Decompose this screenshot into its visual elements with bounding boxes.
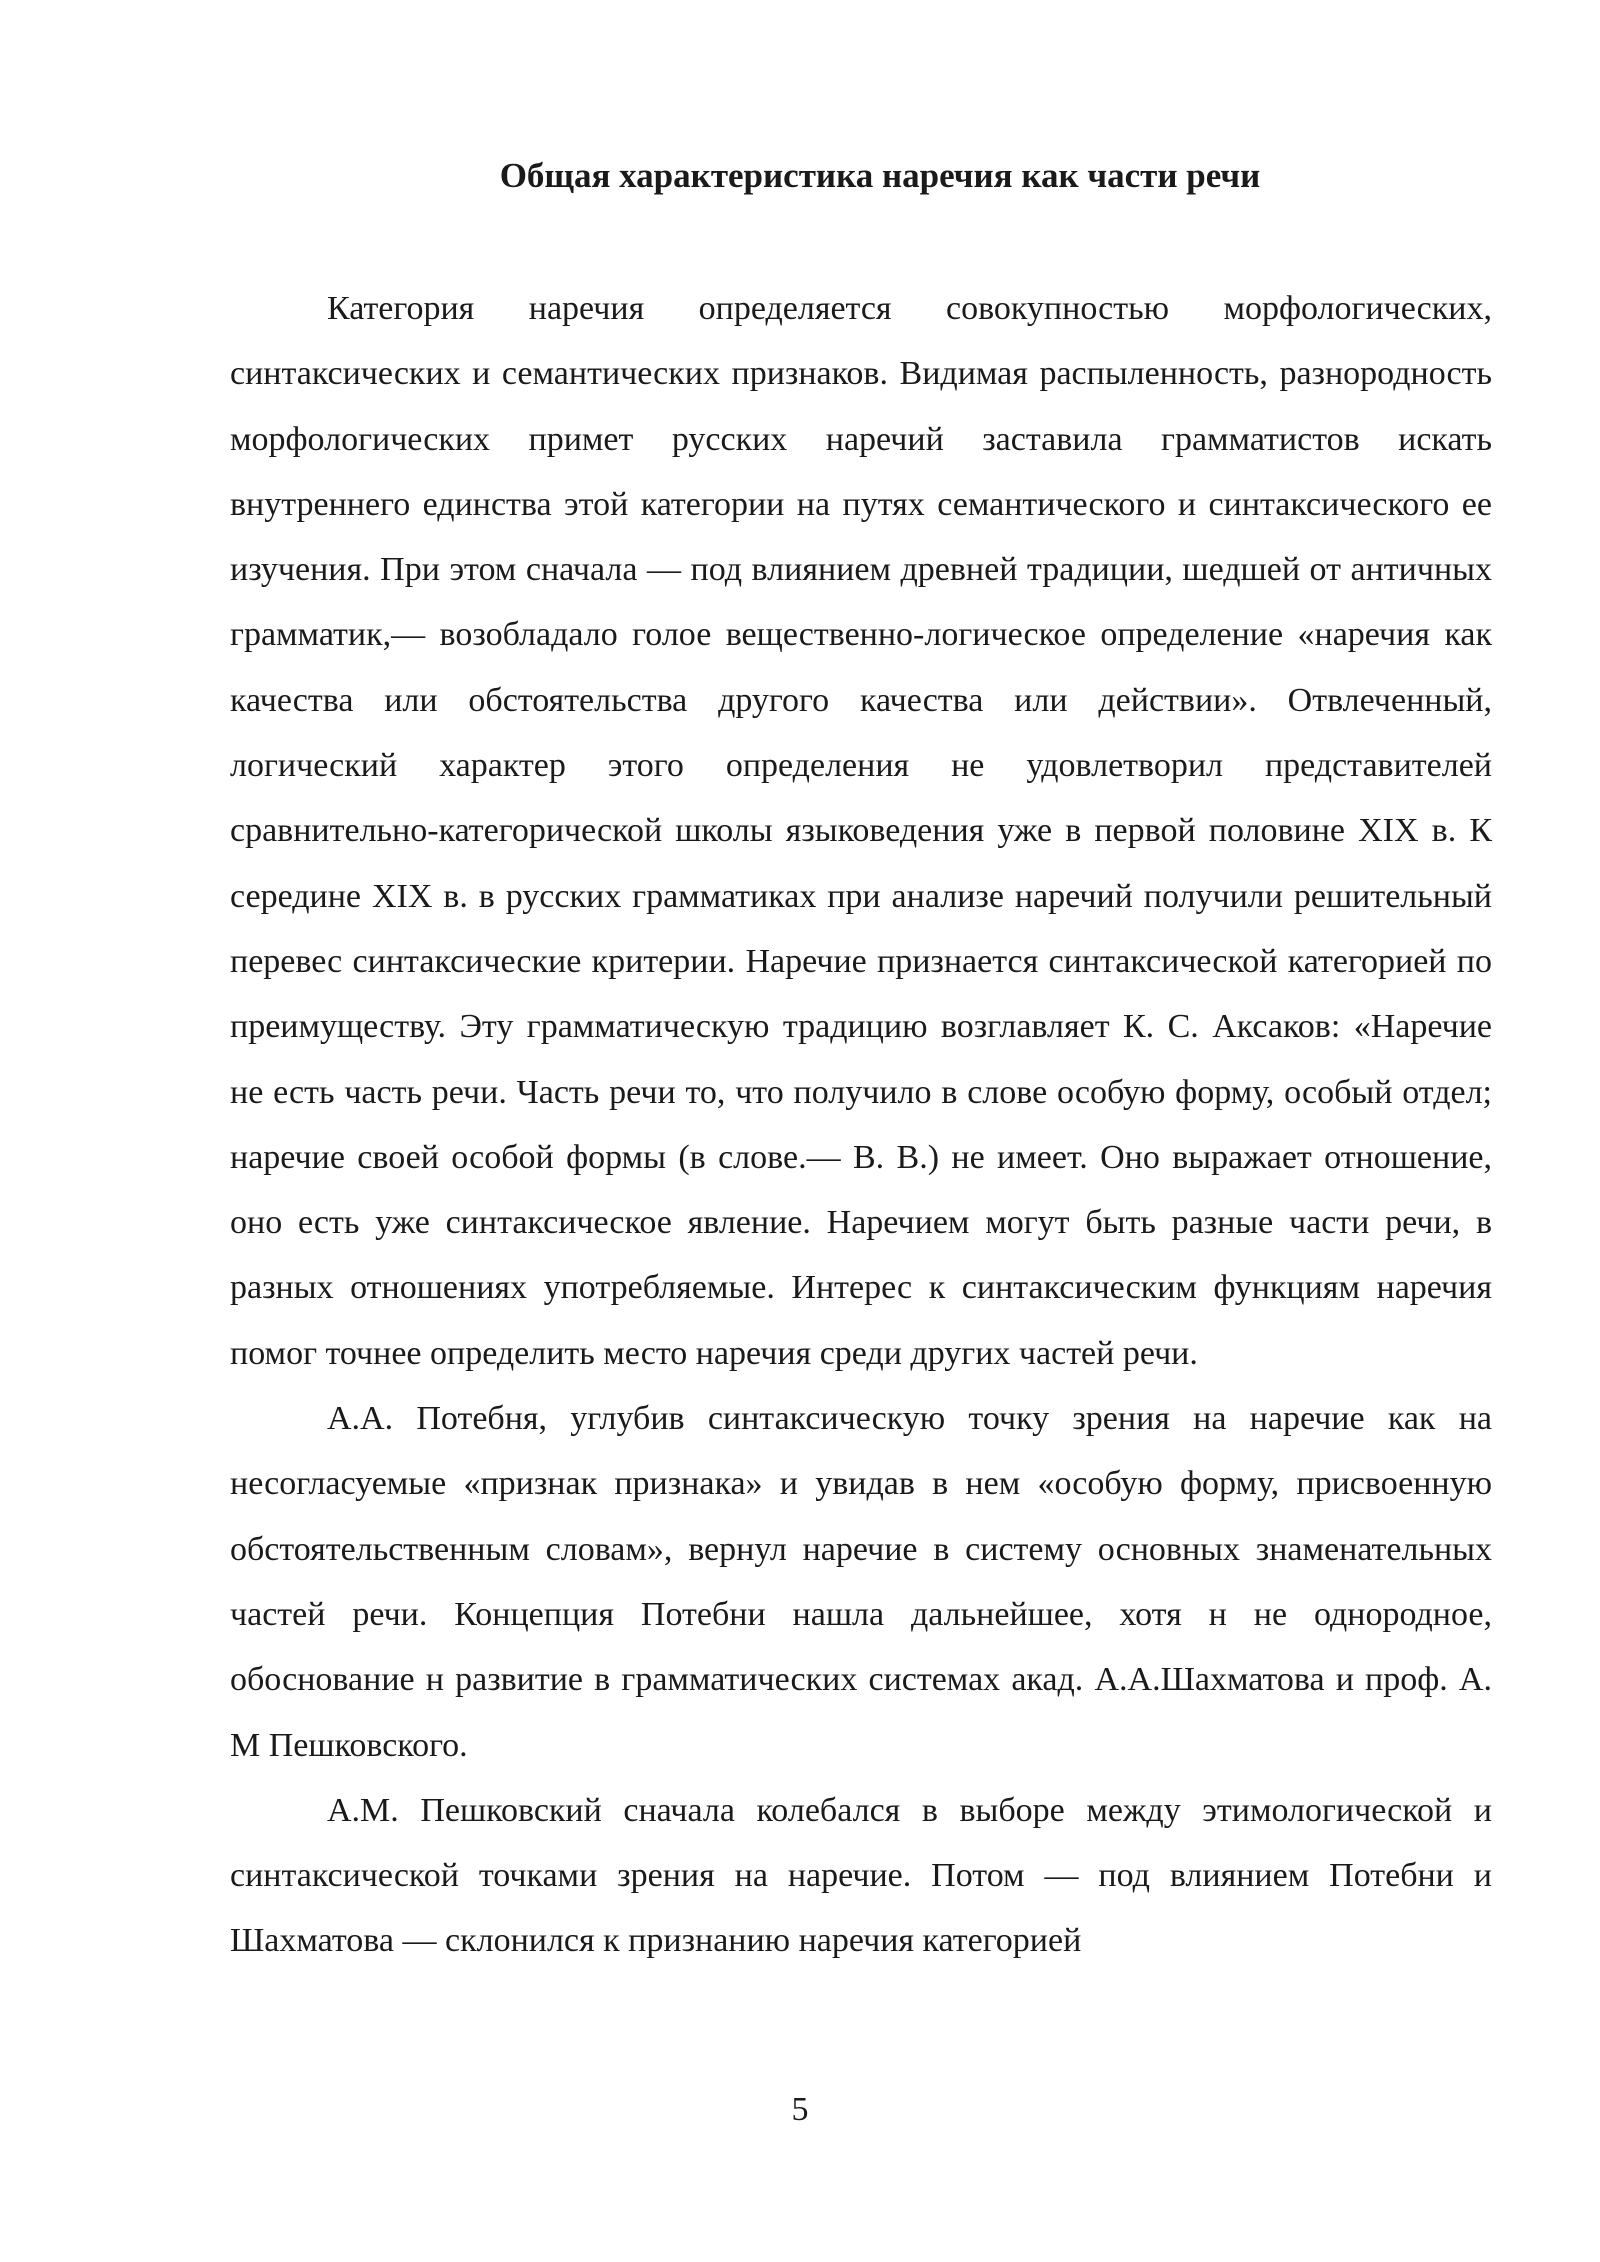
paragraph: Категория наречия определяется совокупностью морфологических, синтаксических и семантических признаков. Видимая распыленность, разнородность морфологических примет русских наречий заставила грамматистов искать внутреннего единства этой категории на путях семантического и синтаксического ее изучения. При этом сначала — под влиянием древней традиции, шедшей от античных грамматик,— возобладало голое вещественно-логическое определение «наречия как качества или обстоятельства другого качества или действии». Отвлеченный, логический характер этого определения не удовлетворил представителей сравнительно-категорической школы языковедения уже в первой половине XIX в. К середине XIX в. в русских грамматиках при анализе наречий получили решительный перевес синтаксические критерии. Наречие признается синтаксической категорией по преимуществу. Эту грамматическую традицию возглавляет К. С. Аксаков: «Наречие не есть часть речи. Часть речи то, что получило в слове особую форму, особый отдел; наречие своей особой формы (в слове.— В. В.) не имеет. Оно выражает отношение, оно есть уже синтаксическое явление. Наречием могут быть разные части речи, в разных отношениях употребляемые. Интерес к синтаксическим функциям наречия помог точнее определить место наречия среди других частей речи. <box>230 290 1492 1372</box>
paragraph: А.М. Пешковский сначала колебался в выборе между этимологической и синтаксической точками зрения на наречие. Потом — под влиянием Потебни и Шахматова — склонился к признанию наречия категорией <box>230 1791 1492 1960</box>
page-title: Общая характеристика наречия как части речи <box>499 156 1261 195</box>
page-number: 5 <box>791 2091 809 2128</box>
body-text <box>230 276 1492 1974</box>
paragraph: А.А. Потебня, углубив синтаксическую точку зрения на наречие как на несогласуемые «признак признака» и увидав в нем «особую форму, присвоенную обстоятельственным словам», вернул наречие в систему основных знаменательных частей речи. Концепция Потебни нашла дальнейшее, хотя н не однородное, обоснование н развитие в грамматических системах акад. А.А.Шахматова и проф. А. М Пешковского. <box>230 1400 1492 1764</box>
